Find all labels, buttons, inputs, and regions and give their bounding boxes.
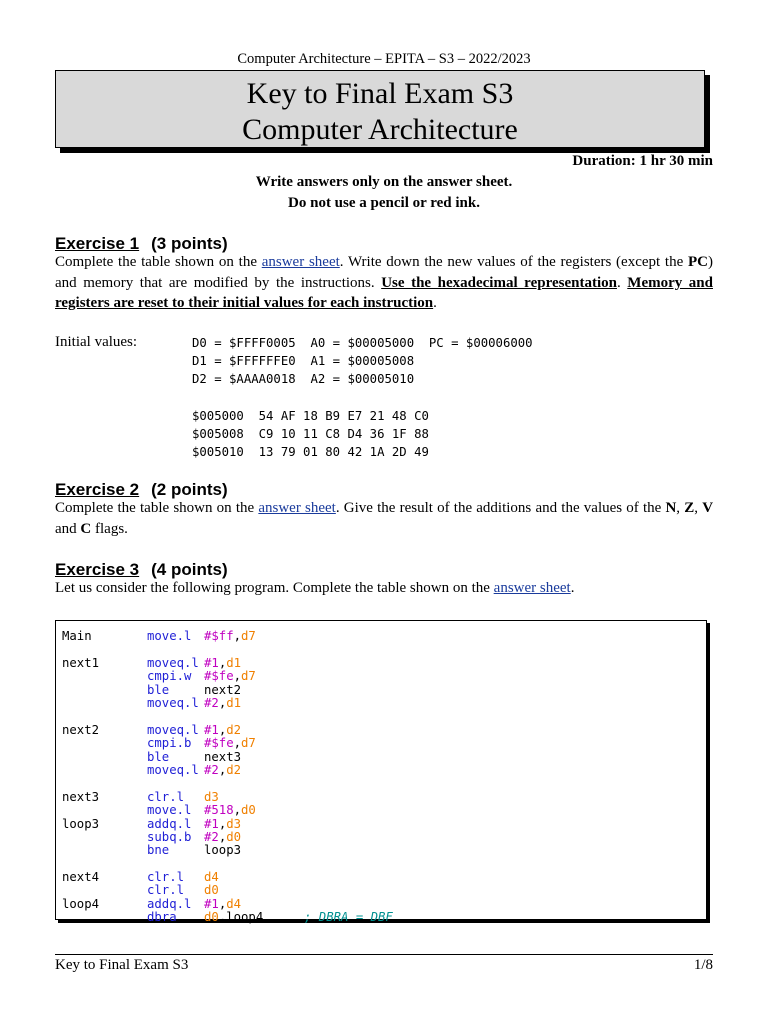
code-opcode: cmpi.b	[147, 736, 192, 750]
code-label: loop3	[62, 817, 100, 831]
code-label: next3	[62, 790, 100, 804]
exercise-1-text	[55, 252, 713, 314]
code-operands	[204, 696, 241, 710]
code-label: Main	[62, 629, 92, 643]
code-immediate: #1	[204, 817, 219, 831]
code-operands	[204, 870, 219, 884]
answer-sheet-link[interactable]: answer sheet	[261, 254, 340, 270]
code-register: d1	[226, 696, 242, 710]
code-opcode: move.l	[147, 803, 192, 817]
code-operands	[204, 656, 241, 670]
code-operands	[204, 723, 241, 737]
code-register: d0	[241, 803, 256, 817]
exercise-3-points: (4 points)	[151, 560, 228, 579]
exercise-2-title: Exercise 2	[55, 480, 140, 499]
code-opcode: dbra	[147, 910, 177, 924]
code-label: next2	[62, 723, 100, 737]
code-text: ,	[218, 656, 227, 670]
text-span: .	[570, 580, 575, 596]
text-span: ,	[676, 500, 685, 516]
code-text: next2	[204, 683, 242, 697]
code-operands	[204, 763, 241, 777]
code-operands	[204, 817, 241, 831]
code-text: next3	[204, 750, 242, 764]
exercise-2-heading	[55, 480, 228, 500]
title-box	[55, 70, 705, 148]
code-immediate: #$fe	[204, 736, 234, 750]
code-comment: ; DBRA = DBF	[304, 910, 393, 924]
code-operands	[204, 683, 241, 697]
exercise-1-heading	[55, 234, 228, 254]
code-opcode: clr.l	[147, 870, 185, 884]
code-register: d0	[226, 830, 242, 844]
code-opcode: ble	[147, 683, 170, 697]
code-label: next1	[62, 656, 100, 670]
code-operands	[204, 843, 241, 857]
code-opcode: moveq.l	[147, 696, 199, 710]
code-opcode: ble	[147, 750, 170, 764]
code-opcode: cmpi.w	[147, 669, 192, 683]
code-label: loop4	[62, 897, 100, 911]
code-operands	[204, 897, 241, 911]
code-opcode: addq.l	[147, 897, 192, 911]
exercise-3-text	[55, 578, 713, 599]
code-text: ,loop4	[218, 910, 264, 924]
footer-divider	[55, 954, 713, 955]
code-opcode: clr.l	[147, 883, 185, 897]
code-register: d7	[241, 669, 256, 683]
pc-term: PC	[688, 254, 708, 270]
answer-sheet-link[interactable]: answer sheet	[258, 500, 336, 516]
code-immediate: #518	[204, 803, 234, 817]
title-line-2: Computer Architecture	[242, 113, 518, 146]
register-line: D2 = $AAAA0018 A2 = $00005010	[192, 372, 415, 386]
code-register: d7	[241, 629, 256, 643]
register-line: D1 = $FFFFFFE0 A1 = $00005008	[192, 354, 415, 368]
code-text: loop3	[204, 843, 242, 857]
code-operands	[204, 669, 256, 683]
text-span: . Write down the new values of the registers (except the	[339, 254, 688, 270]
footer-title: Key to Final Exam S3	[55, 957, 189, 973]
duration: Duration: 1 hr 30 min	[572, 153, 713, 169]
code-label: next4	[62, 870, 100, 884]
code-operands	[204, 830, 241, 844]
code-operands	[204, 736, 256, 750]
flag-n: N	[665, 500, 677, 516]
text-span: ) and memory that are modified by the instructions.	[55, 254, 713, 291]
text-span: .	[433, 295, 437, 311]
code-text: ,	[233, 736, 242, 750]
memory-line: $005010 13 79 01 80 42 1A 2D 49	[192, 445, 429, 459]
code-text: ,	[218, 723, 227, 737]
text-span: Let us consider the following program. Complete the table shown on the	[55, 580, 494, 596]
code-immediate: #2	[204, 696, 219, 710]
initial-values-label: Initial values:	[55, 334, 138, 350]
code-register: d7	[241, 736, 256, 750]
code-register: d0	[204, 883, 219, 897]
instruction-answer-sheet: Write answers only on the answer sheet.	[255, 174, 513, 190]
code-register: d3	[204, 790, 219, 804]
code-opcode: clr.l	[147, 790, 185, 804]
code-immediate: #1	[204, 897, 219, 911]
code-operands	[204, 790, 219, 804]
code-text: ,	[233, 669, 242, 683]
memory-line: $005008 C9 10 11 C8 D4 36 1F 88	[192, 427, 429, 441]
code-register: d3	[226, 817, 242, 831]
text-span: flags.	[91, 520, 128, 537]
code-register: d4	[226, 897, 242, 911]
text-span: Complete the table shown on the	[55, 500, 259, 516]
code-operands	[204, 629, 256, 643]
text-span: ,	[694, 500, 703, 516]
exercise-3-title: Exercise 3	[55, 560, 140, 579]
code-immediate: #1	[204, 723, 219, 737]
code-opcode: subq.b	[147, 830, 192, 844]
code-operands	[204, 883, 219, 897]
reset-instruction: Memory and registers are reset to their initial values for each instruction	[55, 274, 713, 311]
course-header: Computer Architecture – EPITA – S3 – 2022/2023	[237, 51, 531, 67]
code-text: ,	[218, 763, 227, 777]
flag-z: Z	[684, 500, 695, 516]
text-span: .	[616, 274, 628, 291]
code-text: ,	[233, 629, 242, 643]
code-register: d2	[226, 763, 242, 777]
answer-sheet-link[interactable]: answer sheet	[493, 580, 571, 596]
code-text: ,	[218, 897, 227, 911]
flag-c: C	[80, 520, 92, 537]
code-text: ,	[218, 696, 227, 710]
exercise-2-text	[55, 498, 713, 539]
text-span: . Give the result of the additions and the values of the	[335, 500, 666, 516]
exercise-3-heading	[55, 560, 228, 580]
code-immediate: #$fe	[204, 669, 234, 683]
code-register: d1	[226, 656, 242, 670]
code-opcode: moveq.l	[147, 763, 199, 777]
title-line-1: Key to Final Exam S3	[246, 77, 514, 110]
page-number: 1/8	[693, 957, 713, 973]
register-values	[192, 334, 533, 388]
exercise-1-title: Exercise 1	[55, 234, 140, 253]
code-text: ,	[218, 817, 227, 831]
code-operands	[204, 803, 256, 817]
code-immediate: #2	[204, 830, 219, 844]
memory-values	[192, 407, 429, 461]
code-immediate: #2	[204, 763, 219, 777]
code-opcode: moveq.l	[147, 723, 199, 737]
memory-line: $005000 54 AF 18 B9 E7 21 48 C0	[192, 409, 429, 423]
code-register: d4	[204, 870, 219, 884]
instruction-ink: Do not use a pencil or red ink.	[288, 195, 480, 211]
code-register: d0	[204, 910, 219, 924]
code-operands	[204, 910, 263, 924]
program-code-box	[55, 620, 707, 924]
code-operands	[204, 750, 241, 764]
code-opcode: moveq.l	[147, 656, 199, 670]
exercise-2-points: (2 points)	[151, 480, 228, 499]
exercise-1-points: (3 points)	[151, 234, 228, 253]
register-line: D0 = $FFFF0005 A0 = $00005000 PC = $00006000	[192, 336, 533, 350]
code-register: d2	[226, 723, 242, 737]
code-text: ,	[233, 803, 242, 817]
flag-v: V	[702, 500, 714, 516]
code-immediate: #1	[204, 656, 219, 670]
text-span: Complete the table shown on the	[55, 254, 262, 270]
code-opcode: bne	[147, 843, 170, 857]
text-span: and	[55, 520, 81, 537]
code-immediate: #$ff	[204, 629, 234, 643]
hex-instruction: Use the hexadecimal representation	[381, 274, 617, 291]
code-text: ,	[218, 830, 227, 844]
code-opcode: move.l	[147, 629, 192, 643]
code-opcode: addq.l	[147, 817, 192, 831]
